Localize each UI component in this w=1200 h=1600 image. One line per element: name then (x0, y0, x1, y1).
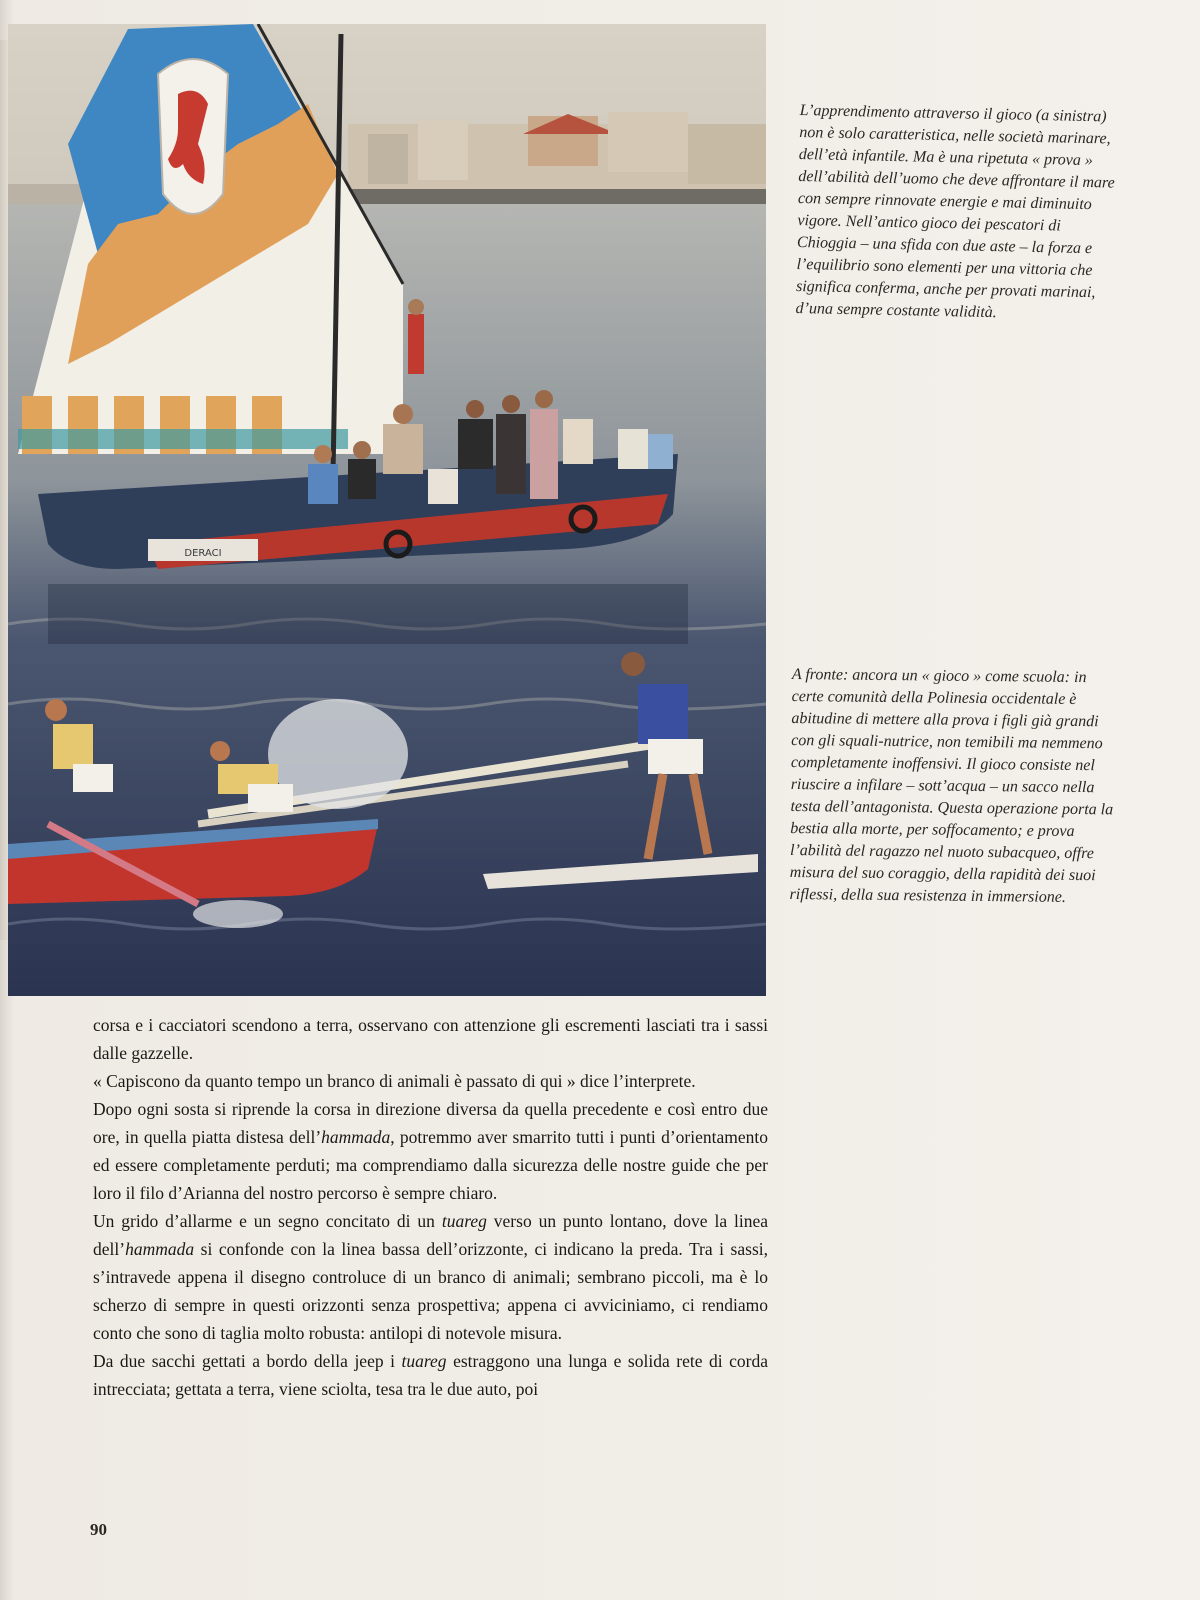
paragraph-4-part-c: si confonde con la linea bassa dell’orizzonte, ci indicano la preda. Tra i sassi, s’intravede appena il disegno controluce di un branco di animali; sembrano piccoli, ma è lo scherzo di sempre in questi orizzonti senza prospettiva; appena ci avviciniamo, ci rendiamo conto che sono di taglia molto robusta: antilopi di notevole misura. (93, 1239, 768, 1343)
term-hammada: hammada (125, 1239, 195, 1259)
paragraph-5 (93, 1347, 768, 1403)
body-text (93, 1011, 768, 1403)
term-tuareg: tuareg (441, 1211, 487, 1231)
paragraph-3-part-b: , potremmo aver smarrito tutti i punti d’orientamento ed essere completamente perduti; ma comprendiamo dalla sicurezza delle nostre guide che per loro il filo d’Arianna del nostro percorso è sempre chiaro. (93, 1127, 768, 1203)
paragraph-4 (93, 1207, 768, 1347)
paragraph-1: corsa e i cacciatori scendono a terra, osservano con attenzione gli escrementi lasciati tra i sassi dalle gazzelle. (93, 1015, 768, 1063)
paragraph-2: « Capiscono da quanto tempo un branco di animali è passato di qui » dice l’interprete. (93, 1071, 696, 1091)
paragraph-4-part-b: verso un punto lontano, dove la linea dell’ (93, 1211, 768, 1259)
paragraph-5-part-a: Da due sacchi gettati a bordo della jeep i (93, 1351, 402, 1371)
page-number: 90 (90, 1520, 107, 1539)
boat-name-label: DERACI (184, 548, 222, 559)
caption-polynesia-game: A fronte: ancora un « gioco » come scuola: in certe comunità della Polinesia occidentale è abitudine di mettere alla prova i figli già grandi con gli squali-nutrice, non temibili ma nemmeno completamente inoffensivi. Il gioco consiste nel riuscire a infilare – sott’acqua – un sacco nella testa dell’antagonista. Questa operazione porta la bestia alla morte, per soffocamento; e prova l’abilità del ragazzo nel nuoto subacqueo, offre misura del suo coraggio, della rapidità dei suoi riflessi, della sua resistenza in immersione. (789, 665, 1114, 906)
caption-chioggia-game: L’apprendimento attraverso il gioco (a sinistra) non è solo caratteristica, nelle società marinare, dell’età infantile. Ma è una ripetuta « prova » dell’abilità dell’uomo che deve affrontare il mare con sempre rinnovate energie e mai diminuito vigore. Nell’antico gioco dei pescatori di Chioggia – una sfida con due aste – la forza e l’equilibrio sono elementi per una vittoria che significa conferma, anche per provati marinai, d’una sempre costante validità. (795, 101, 1115, 322)
paragraph-3-part-a: Dopo ogni sosta si riprende la corsa in direzione diversa da quella precedente e così entro due ore, in quella piatta distesa dell’ (93, 1099, 768, 1147)
paragraph-4-part-a: Un grido d’allarme e un segno concitato di un (93, 1211, 442, 1231)
paragraph-5-part-b: estraggono una lunga e solida rete di corda intrecciata; gettata a terra, viene sciolta, tesa tra le due auto, poi (93, 1351, 768, 1399)
term-tuareg: tuareg (401, 1351, 447, 1371)
photo-chioggia-fishermen-game (8, 24, 766, 996)
paragraph-3 (93, 1095, 768, 1207)
term-hammada: hammada (321, 1127, 391, 1147)
